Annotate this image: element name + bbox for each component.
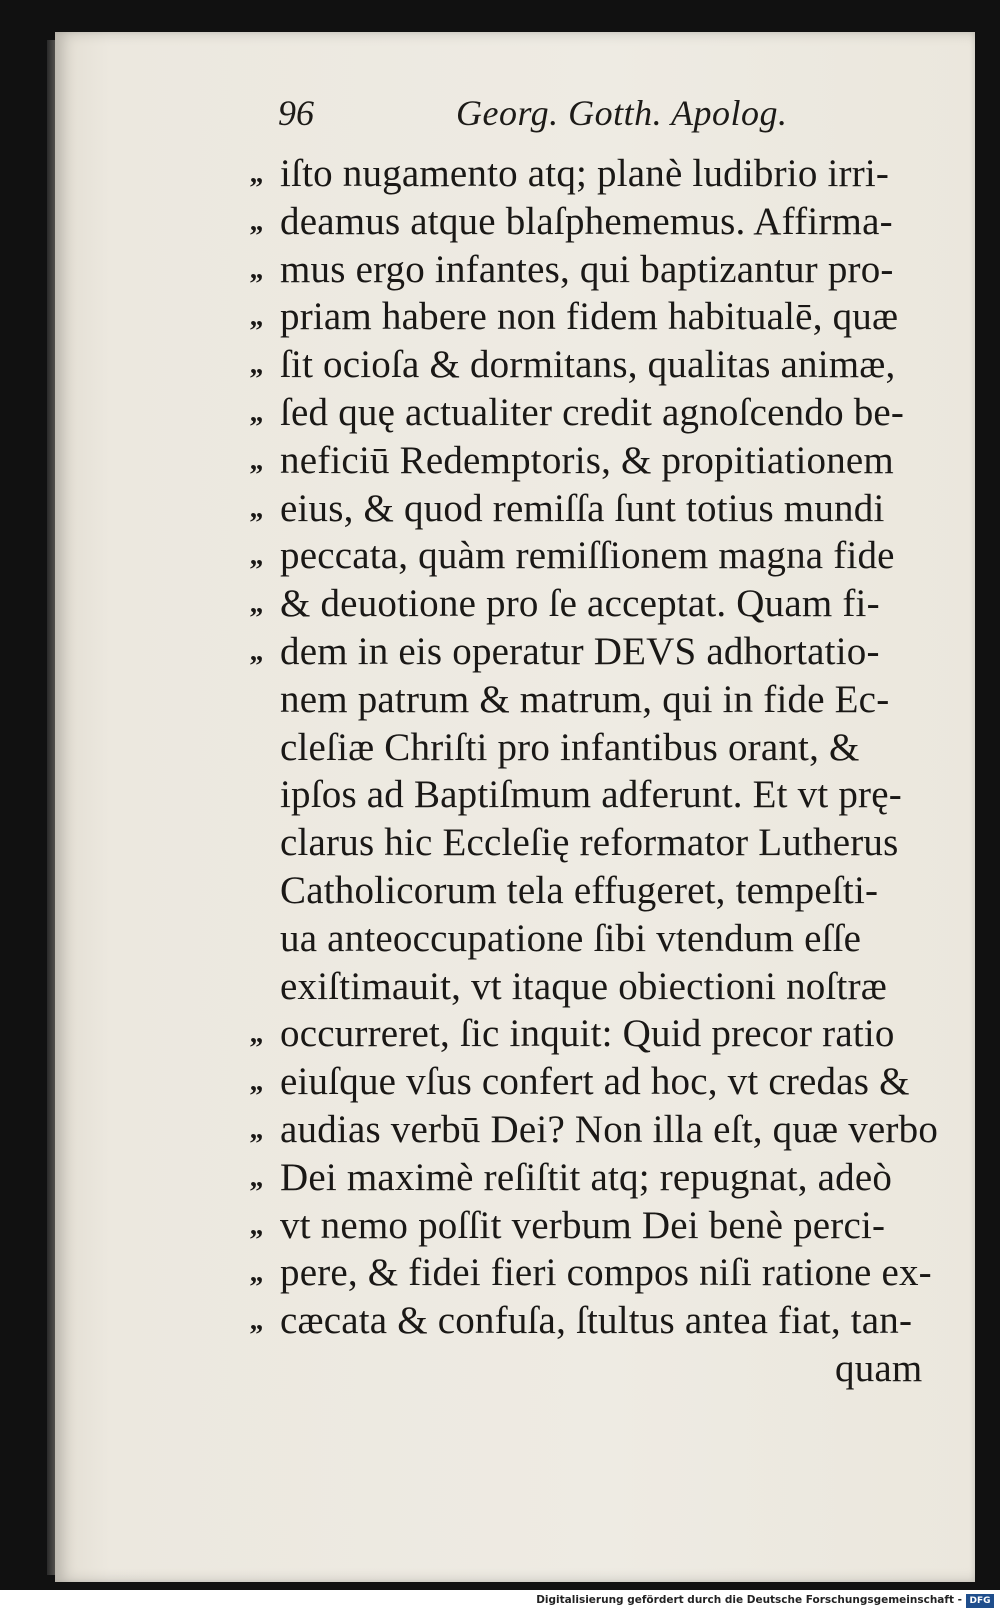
line-text: ſit ocioſa & dormitans, qualitas animæ, <box>280 343 896 387</box>
quote-mark: ,, <box>250 349 262 381</box>
text-line <box>230 771 950 819</box>
line-text: occurreret, ſic inquit: Quid precor ratio <box>280 1012 895 1056</box>
text-line <box>230 293 950 341</box>
text-line <box>230 819 950 867</box>
quote-mark: ,, <box>250 588 262 620</box>
line-text: pere, & fidei fieri compos niſi ratione ex- <box>280 1251 932 1295</box>
catchword-line <box>230 1345 950 1393</box>
text-line <box>230 485 950 533</box>
text-line <box>230 532 950 580</box>
text-line <box>230 963 950 1011</box>
text-line <box>230 915 950 963</box>
digitization-footer <box>0 1590 1000 1613</box>
text-line <box>230 1297 950 1345</box>
page-number: 96 <box>278 93 314 133</box>
quote-mark: ,, <box>250 492 262 524</box>
text-line <box>230 389 950 437</box>
line-text: exiſtimauit, vt itaque obiectioni noſtræ <box>280 964 887 1008</box>
text-line <box>230 150 950 198</box>
quote-mark: ,, <box>250 1209 262 1241</box>
line-text: eius, & quod remiſſa ſunt totius mundi <box>280 486 885 530</box>
body-text <box>230 150 950 1393</box>
text-line <box>230 724 950 772</box>
catchword: quam <box>835 1346 923 1390</box>
text-line <box>230 1202 950 1250</box>
line-text: mus ergo infantes, qui baptizantur pro- <box>280 247 894 291</box>
line-text: audias verbū Dei? Non illa eſt, quæ verbo <box>280 1107 939 1151</box>
quote-mark: ,, <box>250 301 262 333</box>
text-line <box>230 341 950 389</box>
running-title: Georg. Gotth. Apolog. <box>456 93 788 133</box>
quote-mark: ,, <box>250 158 262 189</box>
line-text: Dei maximè reſiſtit atq; repugnat, adeò <box>280 1155 893 1199</box>
quote-mark: ,, <box>250 1161 262 1193</box>
text-line <box>230 676 950 724</box>
quote-mark: ,, <box>250 635 262 667</box>
line-text: eiuſque vſus confert ad hoc, vt credas & <box>280 1060 910 1104</box>
line-text: nem patrum & matrum, qui in fide Ec- <box>280 677 890 721</box>
line-text: ſed quę actualiter credit agnoſcendo be- <box>280 390 905 434</box>
line-text: ua anteoccupatione ſibi vtendum eſſe <box>280 916 862 960</box>
text-line <box>230 867 950 915</box>
text-line <box>230 198 950 246</box>
quote-mark: ,, <box>250 253 262 285</box>
quote-mark: ,, <box>250 1066 262 1098</box>
quote-mark: ,, <box>250 444 262 476</box>
text-line <box>230 437 950 485</box>
line-text: priam habere non fidem habitualē, quæ <box>280 295 899 339</box>
text-line <box>230 1154 950 1202</box>
line-text: peccata, quàm remiſſionem magna fide <box>280 534 895 578</box>
text-line <box>230 1249 950 1297</box>
line-text: neficiū Redemptoris, & propitiationem <box>280 438 894 482</box>
text-line <box>230 1106 950 1154</box>
footer-credit: Digitalisierung gefördert durch die Deutsche Forschungsgemeinschaft - <box>536 1594 962 1606</box>
quote-mark: ,, <box>250 1257 262 1289</box>
text-line <box>230 580 950 628</box>
line-text: Catholicorum tela effugeret, tempeſti- <box>280 868 879 912</box>
line-text: dem in eis operatur DEVS adhortatio- <box>280 629 880 673</box>
line-text: iſto nugamento atq; planè ludibrio irri- <box>280 152 890 195</box>
text-line <box>230 1010 950 1058</box>
page-header <box>278 92 818 138</box>
quote-mark: ,, <box>250 205 262 237</box>
quote-mark: ,, <box>250 396 262 428</box>
text-line <box>230 246 950 294</box>
line-text: cæcata & confuſa, ſtultus antea fiat, tan- <box>280 1299 913 1343</box>
text-line <box>230 628 950 676</box>
quote-mark: ,, <box>250 1113 262 1145</box>
line-text: ipſos ad Baptiſmum adferunt. Et vt prę- <box>280 773 902 817</box>
quote-mark: ,, <box>250 1305 262 1337</box>
line-text: vt nemo poſſit verbum Dei benè perci- <box>280 1203 886 1247</box>
text-line <box>230 1058 950 1106</box>
quote-mark: ,, <box>250 540 262 572</box>
line-text: clarus hic Eccleſię reformator Lutherus <box>280 821 899 865</box>
line-text: cleſiæ Chriſti pro infantibus orant, & <box>280 725 860 769</box>
dfg-logo-icon: DFG <box>966 1594 994 1608</box>
quote-mark: ,, <box>250 1018 262 1050</box>
line-text: deamus atque blaſphememus. Affirma- <box>280 199 893 243</box>
line-text: & deuotione pro ſe acceptat. Quam fi- <box>280 582 880 626</box>
